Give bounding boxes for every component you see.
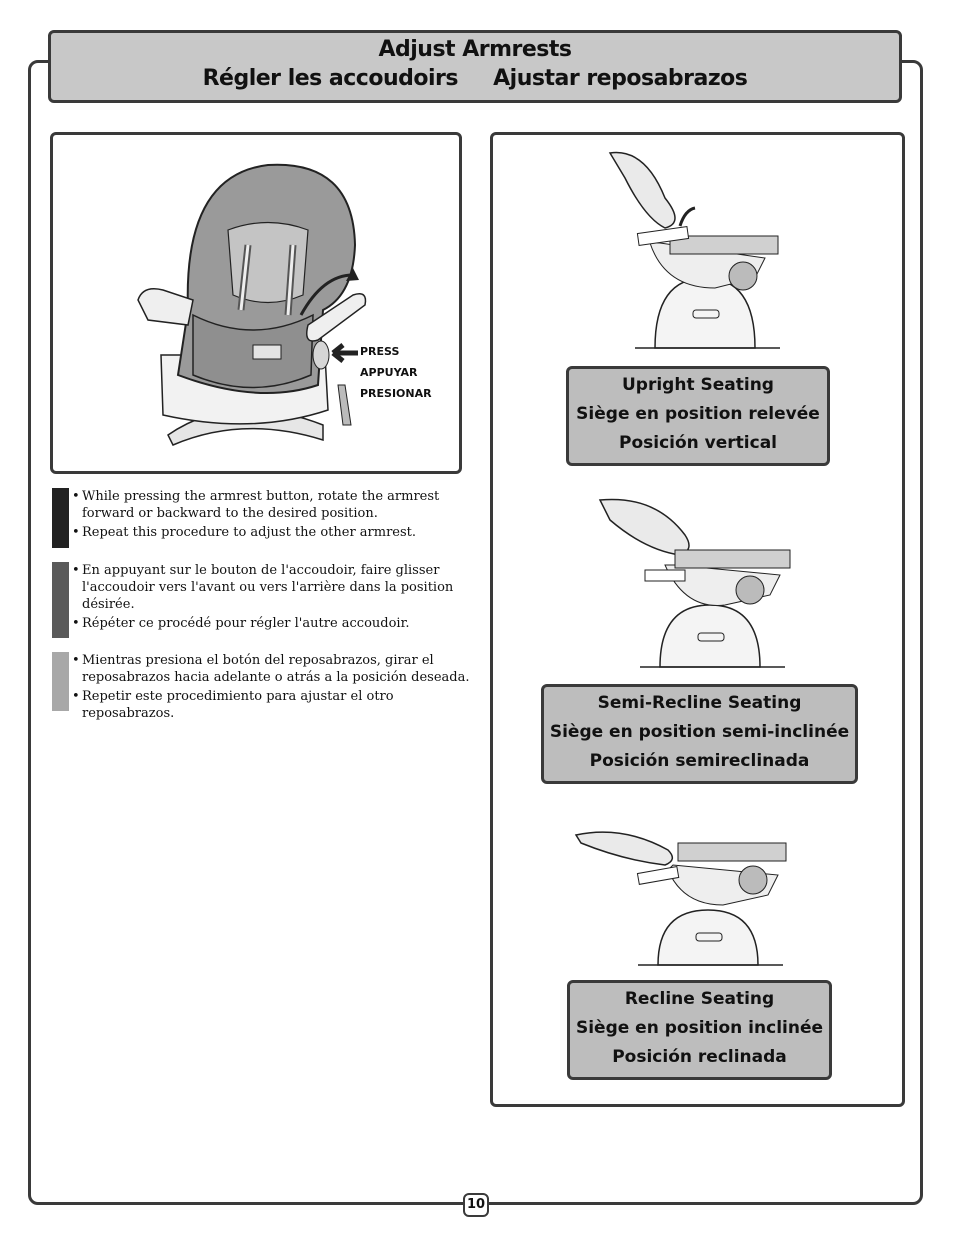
title-french: Régler les accoudoirs xyxy=(202,66,458,91)
instruction-es-2: • Repetir este procedimiento para ajustar el otro reposabrazos. xyxy=(74,688,472,722)
caption-recline-en: Recline Seating xyxy=(624,989,775,1009)
language-bar-french xyxy=(52,562,69,638)
instruction-en-1: • While pressing the armrest button, rotate the armrest forward or backward to the desired position. xyxy=(74,488,469,522)
instruction-en-2: • Repeat this procedure to adjust the other armrest. xyxy=(74,524,469,541)
instructions-english xyxy=(52,488,462,548)
instructions-french xyxy=(52,562,462,638)
page-number: 10 xyxy=(463,1193,489,1217)
instruction-fr-1: • En appuyant sur le bouton de l'accoudoir, faire glisser l'accoudoir vers l'avant ou vers l'arrière dans la position désirée. xyxy=(74,562,469,613)
caption-upright-fr: Siège en position relevée xyxy=(576,404,820,424)
press-label-en: PRESS xyxy=(360,345,400,358)
caption-recline xyxy=(567,980,832,1080)
caption-semi-recline-en: Semi-Recline Seating xyxy=(597,693,802,713)
title-spanish: Ajustar reposabrazos xyxy=(493,66,748,91)
caption-upright-es: Posición vertical xyxy=(618,433,777,453)
language-bar-spanish xyxy=(52,652,69,711)
caption-upright xyxy=(566,366,830,466)
armrest-illustration-box xyxy=(50,132,462,474)
caption-upright-en: Upright Seating xyxy=(622,375,774,395)
recline-seat-illustration xyxy=(573,825,808,975)
caption-recline-es: Posición reclinada xyxy=(612,1047,787,1067)
semi-recline-seat-illustration xyxy=(595,495,805,675)
instruction-es-1: • Mientras presiona el botón del reposabrazos, girar el reposabrazos hacia adelante o atrás a la posición deseada. xyxy=(74,652,472,686)
caption-recline-fr: Siège en position inclinée xyxy=(575,1018,824,1038)
upright-seat-illustration xyxy=(605,148,805,356)
caption-semi-recline-fr: Siège en position semi-inclinée xyxy=(549,722,850,742)
caption-semi-recline-es: Posición semireclinada xyxy=(589,751,810,771)
caption-semi-recline xyxy=(541,684,858,784)
instruction-fr-2: • Répéter ce procédé pour régler l'autre accoudoir. xyxy=(74,615,469,632)
seat-armrest-illustration xyxy=(53,135,459,471)
title-english: Adjust Armrests xyxy=(378,37,572,62)
section-header xyxy=(48,30,902,103)
title-translations xyxy=(51,66,899,91)
press-label-es: PRESIONAR xyxy=(360,387,432,400)
press-label-fr: APPUYAR xyxy=(360,366,418,379)
language-bar-english xyxy=(52,488,69,548)
instructions-spanish xyxy=(52,652,472,721)
